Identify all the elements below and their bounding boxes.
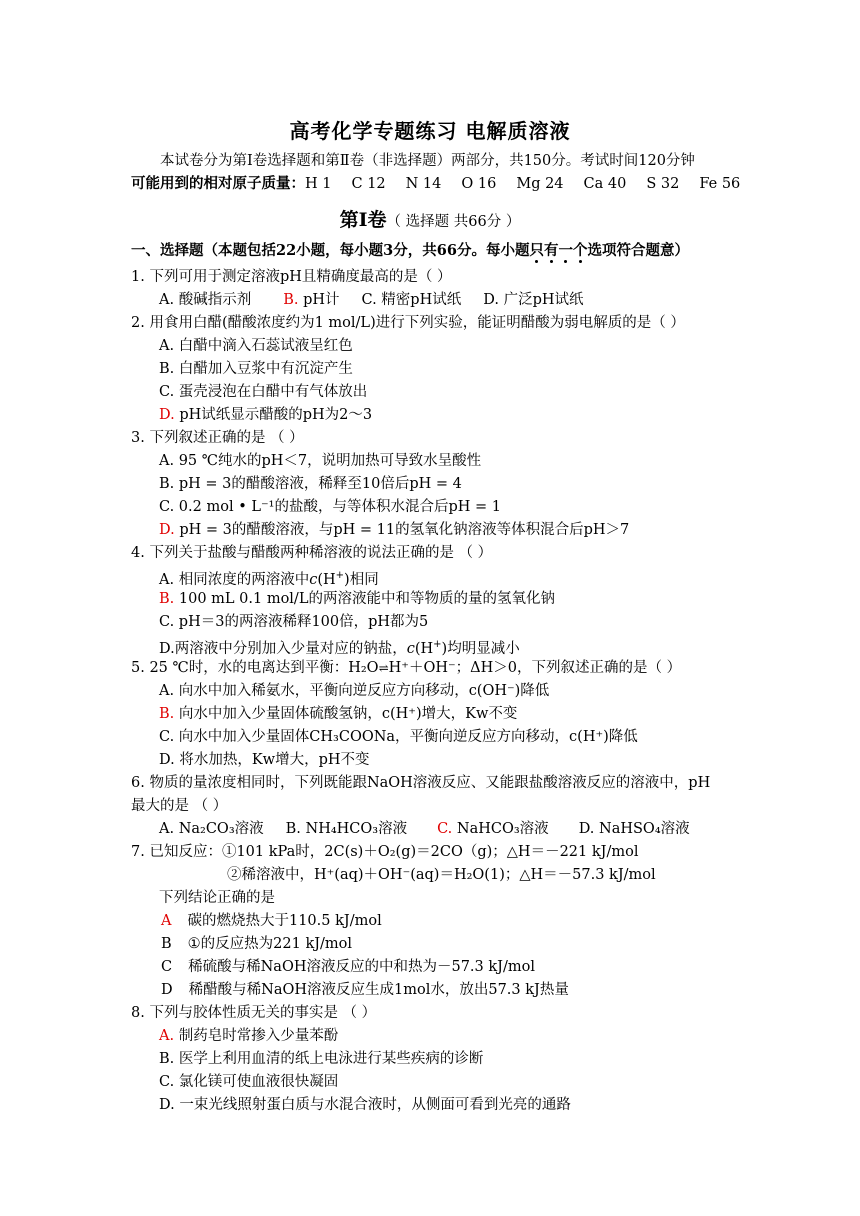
question-stem: 4. 下列关于盐酸与醋酸两种稀溶液的说法正确的是 （ ）	[131, 545, 493, 561]
option: D. 将水加热，Kw增大，pH不变	[159, 752, 370, 768]
atom-item: N 14	[405, 176, 442, 192]
atom-item: C 12	[351, 176, 386, 192]
page-title: 高考化学专题练习 电解质溶液	[289, 119, 571, 143]
option: A. 白醋中滴入石蕊试液呈红色	[159, 338, 353, 354]
option: C. pH＝3的两溶液稀释100倍，pH都为5	[159, 614, 429, 630]
part-heading: 一、选择题（本题包括22小题，每小题3分，共66分。每小题只有一个选项符合题意）	[131, 242, 689, 259]
option: B. 向水中加入少量固体硫酸氢钠，c(H⁺)增大，Kw不变	[159, 706, 518, 722]
option: A. 相同浓度的两溶液中c(H+)相同	[159, 570, 379, 588]
question-stem: ②稀溶液中，H⁺(aq)＋OH⁻(aq)＝H₂O(1)；△H＝－57.3 kJ/mol	[227, 867, 656, 883]
option: A. 向水中加入稀氨水，平衡向逆反应方向移动，c(OH⁻)降低	[159, 683, 550, 699]
answer-letter: D.	[159, 522, 175, 538]
question-stem: 8. 下列与胶体性质无关的事实是 （ ）	[131, 1005, 377, 1021]
answer-letter: B.	[283, 292, 299, 308]
option: B. 100 mL 0.1 mol/L的两溶液能中和等物质的量的氢氧化钠	[159, 591, 555, 607]
option: A. 95 ℃纯水的pH＜7，说明加热可导致水呈酸性	[159, 453, 482, 469]
option: B. pH = 3的醋酸溶液，稀释至10倍后pH = 4	[159, 476, 462, 492]
section-title: 第Ⅰ卷（ 选择题 共66分 ）	[339, 209, 521, 231]
question-stem: 1. 下列可用于测定溶液pH且精确度最高的是（ ）	[131, 269, 452, 285]
question-stem: 3. 下列叙述正确的是 （ ）	[131, 430, 304, 446]
option: B. 白醋加入豆浆中有沉淀产生	[159, 361, 353, 377]
option: C. 0.2 mol • L⁻¹的盐酸，与等体积水混合后pH = 1	[159, 499, 501, 515]
option: D 稀醋酸与稀NaOH溶液反应生成1mol水，放出57.3 kJ热量	[161, 982, 569, 998]
question-stem: 2. 用食用白醋(醋酸浓度约为1 mol/L)进行下列实验，能证明醋酸为弱电解质的是（ ）	[131, 315, 685, 331]
question-options: A. Na₂CO₃溶液 B. NH₄HCO₃溶液 C. NaHCO₃溶液 D. NaHSO₄溶液	[159, 821, 690, 837]
equilibrium-arrow-icon: ⇌	[378, 661, 389, 675]
option: B ①的反应热为221 kJ/mol	[161, 936, 353, 952]
atom-item: O 16	[461, 176, 497, 192]
option: D. pH = 3的醋酸溶液，与pH = 11的氢氧化钠溶液等体积混合后pH＞7	[159, 522, 630, 538]
option: D. 一束光线照射蛋白质与水混合液时，从侧面可看到光亮的通路	[159, 1097, 571, 1113]
question-stem: 下列结论正确的是	[159, 890, 275, 906]
option: A 碳的燃烧热大于110.5 kJ/mol	[161, 913, 382, 929]
option: C. 氯化镁可使血液很快凝固	[159, 1074, 339, 1090]
option: C. 蛋壳浸泡在白醋中有气体放出	[159, 384, 368, 400]
option: A. 制药皂时常掺入少量苯酚	[159, 1028, 339, 1044]
option: D.两溶液中分别加入少量对应的钠盐，c(H+)均明显减小	[159, 639, 520, 657]
option: C 稀硫酸与稀NaOH溶液反应的中和热为－57.3 kJ/mol	[161, 959, 535, 975]
question-options: A. 酸碱指示剂 B. pH计 C. 精密pH试纸 D. 广泛pH试纸	[159, 292, 584, 308]
atom-item: Ca 40	[583, 176, 627, 192]
atomic-mass-label: 可能用到的相对原子质量：	[131, 175, 305, 192]
option: D. pH试纸显示醋酸的pH为2～3	[159, 407, 373, 423]
option: C. 向水中加入少量固体CH₃COONa，平衡向逆反应方向移动，c(H⁺)降低	[159, 729, 638, 745]
answer-letter: A.	[159, 1028, 175, 1044]
section-subtitle: （ 选择题 共66分 ）	[386, 214, 521, 230]
answer-letter: B.	[159, 591, 175, 607]
atom-item: Mg 24	[516, 176, 564, 192]
option: B. 医学上利用血清的纸上电泳进行某些疾病的诊断	[159, 1051, 484, 1067]
question-stem: 7. 已知反应：①101 kPa时，2C(s)＋O₂(g)＝2CO（g)；△H＝－221 kJ/mol	[131, 844, 639, 860]
intro-text: 本试卷分为第Ⅰ卷选择题和第Ⅱ卷（非选择题）两部分，共150分。考试时间120分钟	[160, 153, 695, 169]
question-stem: 5. 25 ℃时，水的电离达到平衡：H₂O⇌H⁺＋OH⁻；ΔH＞0，下列叙述正确的是（ ）	[131, 660, 682, 676]
atom-item: S 32	[646, 176, 680, 192]
question-stem: 6. 物质的量浓度相同时，下列既能跟NaOH溶液反应、又能跟盐酸溶液反应的溶液中，pH	[131, 775, 711, 791]
answer-letter: A	[161, 913, 172, 929]
atom-item: H 1	[305, 176, 332, 192]
answer-letter: C.	[437, 821, 453, 837]
atomic-mass-line	[131, 174, 740, 194]
answer-letter: D.	[159, 407, 175, 423]
atom-item: Fe 56	[699, 176, 741, 192]
question-stem: 最大的是 （ ）	[131, 798, 228, 814]
answer-letter: B.	[159, 706, 175, 722]
